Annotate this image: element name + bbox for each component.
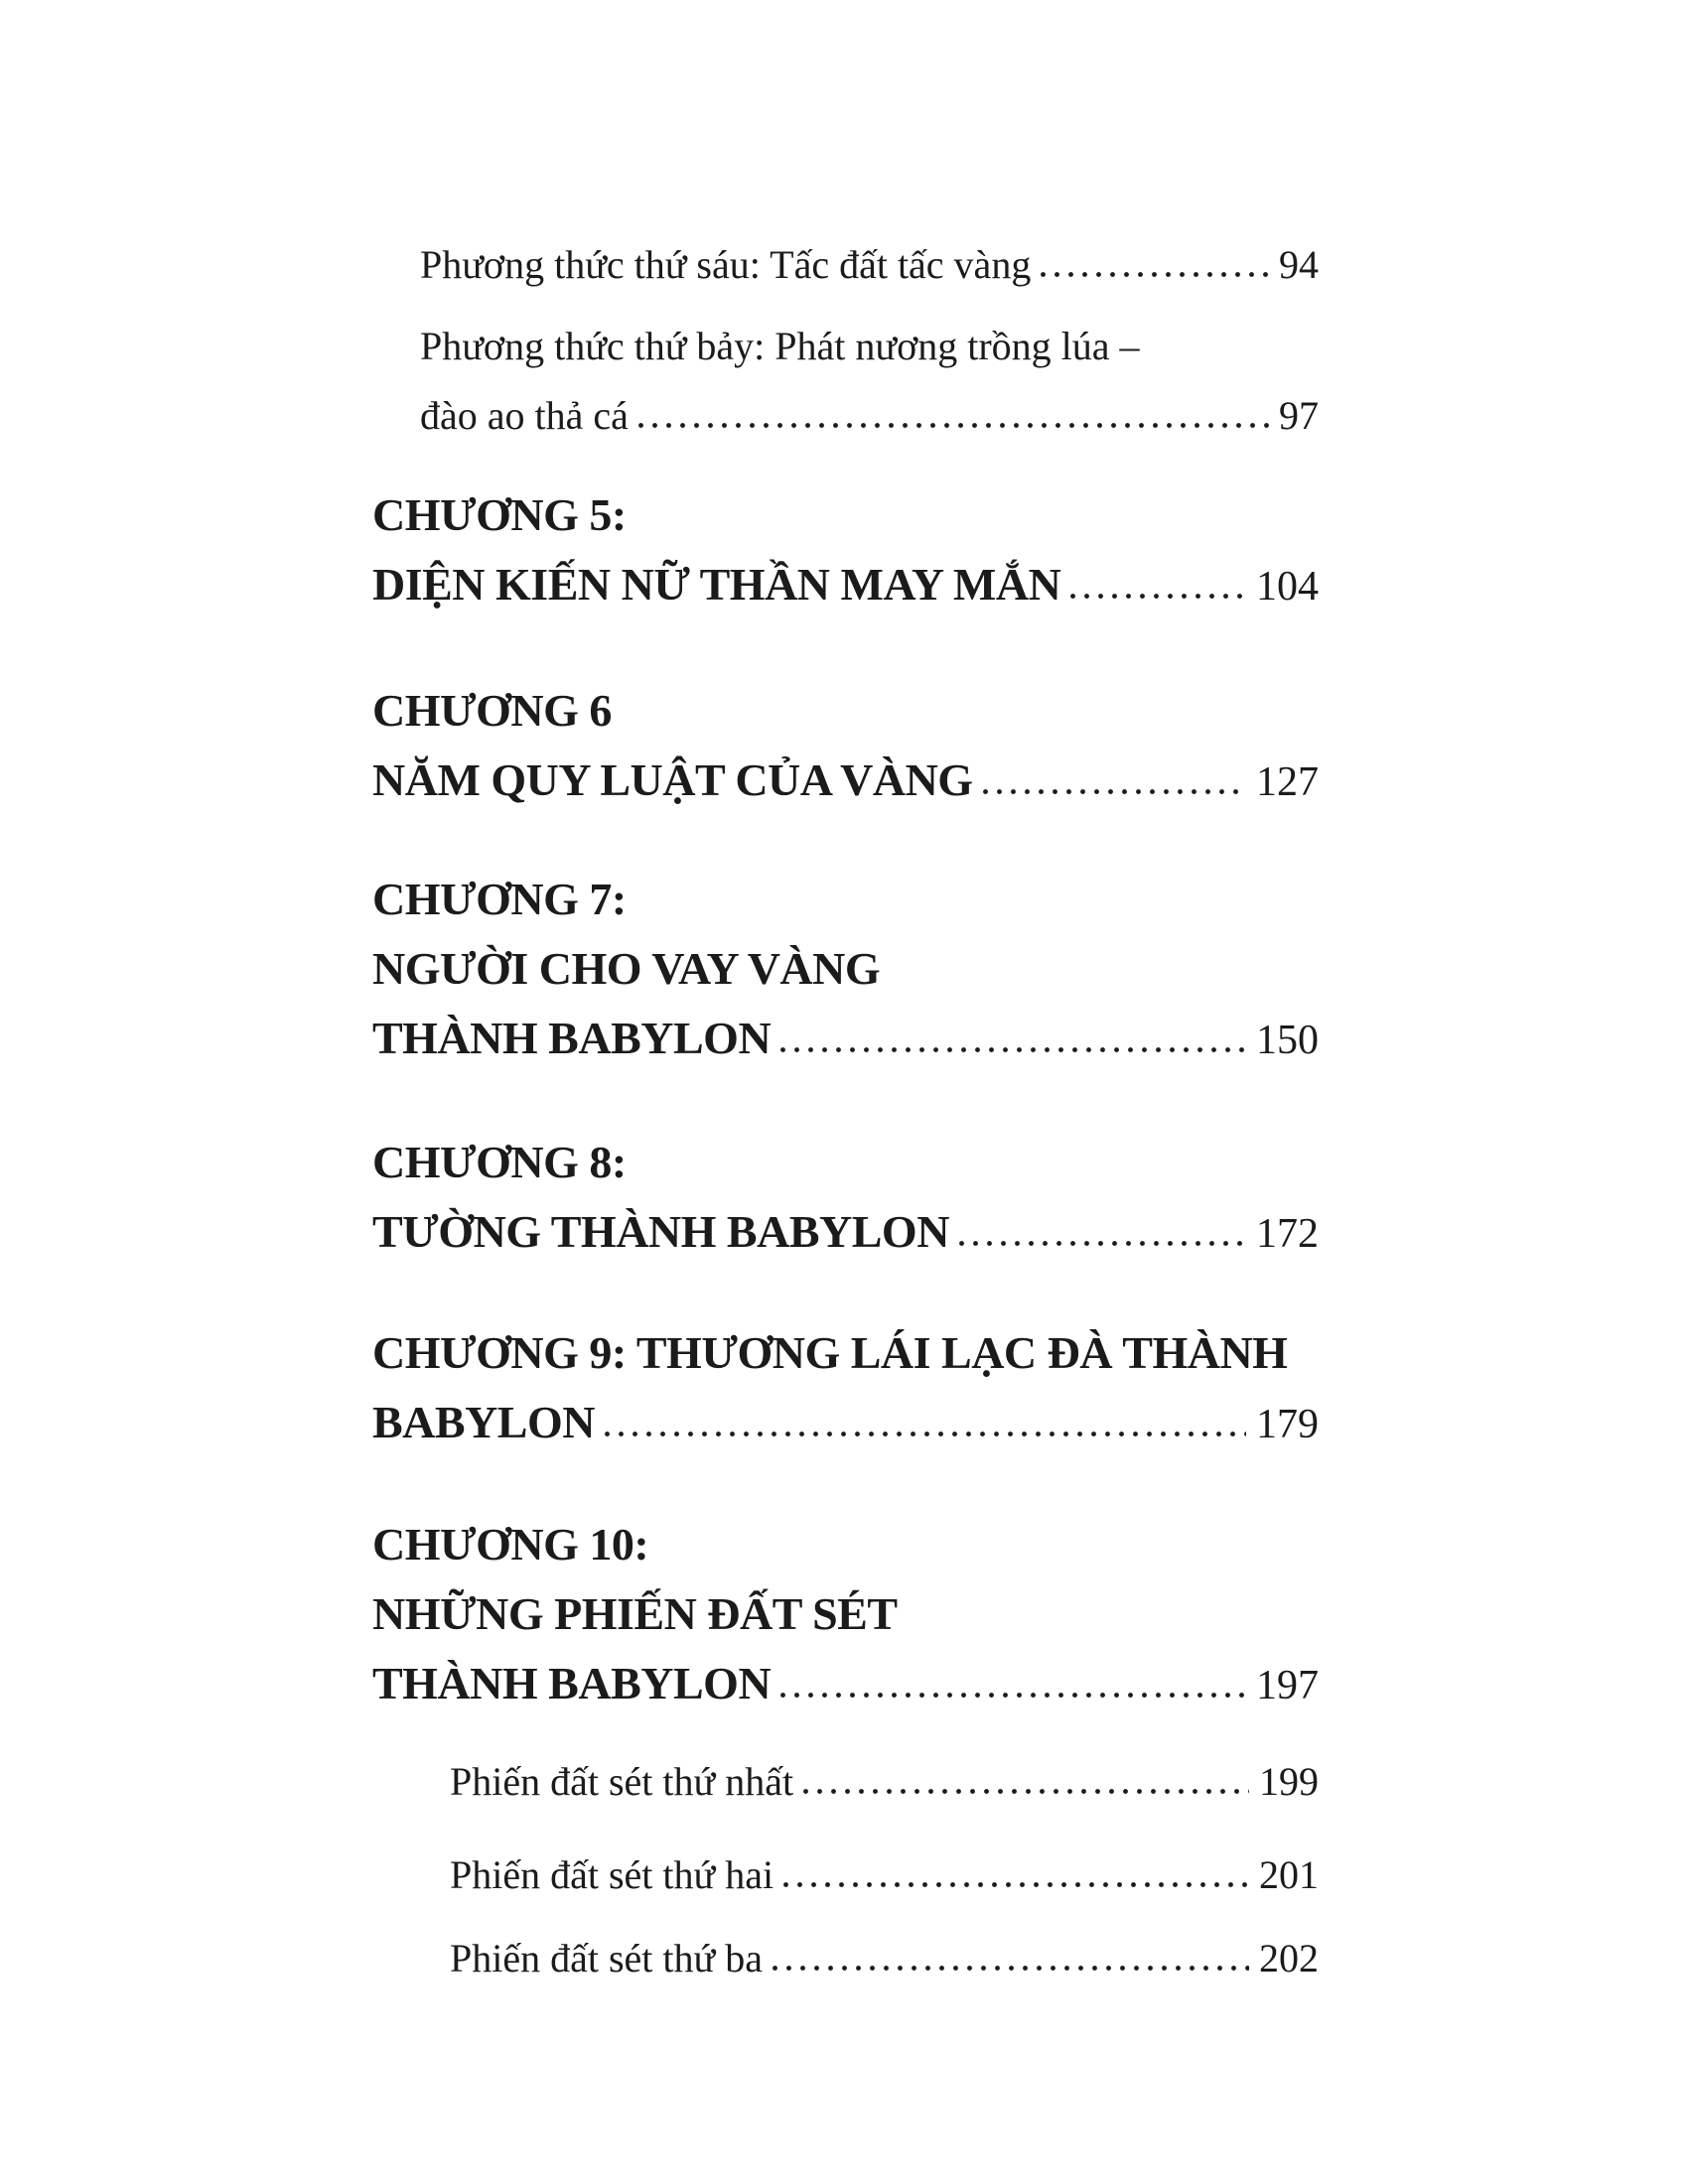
- toc-line: [372, 676, 1319, 746]
- dot-leader: [802, 1788, 1249, 1795]
- toc-page-number: 199: [1259, 1759, 1319, 1804]
- chapter-number-label: CHƯƠNG 8:: [372, 1137, 627, 1187]
- toc-line: [372, 934, 1319, 1004]
- chapter-title-label: NĂM QUY LUẬT CỦA VÀNG: [372, 754, 973, 805]
- dot-leader: [637, 422, 1269, 429]
- dot-leader: [782, 1881, 1249, 1888]
- toc-page-number: 150: [1256, 1018, 1319, 1063]
- toc-line: [420, 381, 1319, 451]
- chapter-title-label: DIỆN KIẾN NỮ THẦN MAY MẮN: [372, 559, 1061, 610]
- chapter-number-label: CHƯƠNG 5:: [372, 489, 627, 540]
- toc-line: [450, 1924, 1319, 1993]
- toc-page-number: 201: [1259, 1852, 1319, 1897]
- toc-page-number: 127: [1256, 759, 1319, 805]
- toc-entry-label: Phiến đất sét thứ hai: [450, 1852, 774, 1897]
- toc-line: [372, 1388, 1319, 1459]
- toc-entry-chapter-7: [372, 865, 1319, 1075]
- toc-line: [450, 1841, 1319, 1910]
- toc-line: [450, 1747, 1319, 1817]
- dot-leader: [1040, 271, 1269, 278]
- table-of-contents: [372, 230, 1319, 1993]
- toc-line: [372, 746, 1319, 817]
- toc-line: [372, 1318, 1319, 1388]
- toc-line: [372, 1004, 1319, 1075]
- toc-entry-tablet-two: [372, 1841, 1319, 1910]
- toc-entry-chapter-9: [372, 1318, 1319, 1459]
- toc-entry-tablet-one: [372, 1747, 1319, 1817]
- toc-entry-chapter-8: [372, 1128, 1319, 1269]
- chapter-title-label: BABYLON: [372, 1397, 595, 1447]
- dot-leader: [982, 788, 1246, 795]
- toc-page-number: 202: [1259, 1936, 1319, 1980]
- toc-entry-method-seven: [372, 312, 1319, 451]
- dot-leader: [772, 1965, 1249, 1972]
- toc-entry-label: Phương thức thứ sáu: Tấc đất tấc vàng: [420, 242, 1032, 287]
- chapter-title-label: THÀNH BABYLON: [372, 1013, 772, 1063]
- toc-entry-label: Phiến đất sét thứ nhất: [450, 1759, 794, 1804]
- toc-entry-tablet-three: [372, 1924, 1319, 1993]
- toc-line: [372, 1128, 1319, 1197]
- toc-entry-chapter-5: [372, 480, 1319, 621]
- toc-line: [372, 865, 1319, 934]
- toc-entry-label: đào ao thả cá: [420, 393, 629, 438]
- toc-entry-method-six: [372, 230, 1319, 300]
- chapter-title-label: THÀNH BABYLON: [372, 1658, 772, 1708]
- dot-leader: [779, 1046, 1246, 1053]
- toc-line: [372, 1510, 1319, 1579]
- toc-line: [372, 480, 1319, 550]
- chapter-number-label: CHƯƠNG 7:: [372, 874, 627, 924]
- chapter-number-label: CHƯƠNG 10:: [372, 1519, 649, 1570]
- toc-line: [372, 1579, 1319, 1649]
- toc-page-number: 179: [1256, 1402, 1319, 1447]
- toc-line: [372, 1649, 1319, 1720]
- toc-line: [420, 230, 1319, 300]
- toc-page-number: 97: [1279, 393, 1319, 438]
- chapter-title-label: TƯỜNG THÀNH BABYLON: [372, 1206, 949, 1257]
- toc-entry-chapter-6: [372, 676, 1319, 817]
- toc-line: [420, 312, 1319, 381]
- chapter-title-label: NHỮNG PHIẾN ĐẤT SÉT: [372, 1588, 898, 1639]
- dot-leader: [1069, 593, 1246, 600]
- toc-page-number: 104: [1256, 564, 1319, 610]
- chapter-title-label: NGƯỜI CHO VAY VÀNG: [372, 943, 881, 994]
- toc-page-number: 197: [1256, 1663, 1319, 1708]
- toc-entry-label: Phương thức thứ bảy: Phát nương trồng lúa –: [420, 324, 1140, 368]
- toc-line: [372, 1197, 1319, 1269]
- dot-leader: [604, 1431, 1246, 1437]
- toc-page-number: 94: [1279, 242, 1319, 287]
- toc-entry-chapter-10: [372, 1510, 1319, 1720]
- dot-leader: [779, 1692, 1246, 1699]
- dot-leader: [958, 1240, 1246, 1247]
- toc-line: [372, 550, 1319, 621]
- toc-page-number: 172: [1256, 1211, 1319, 1257]
- toc-entry-label: Phiến đất sét thứ ba: [450, 1936, 763, 1980]
- chapter-number-label: CHƯƠNG 9: THƯƠNG LÁI LẠC ĐÀ THÀNH: [372, 1327, 1288, 1378]
- chapter-number-label: CHƯƠNG 6: [372, 685, 612, 736]
